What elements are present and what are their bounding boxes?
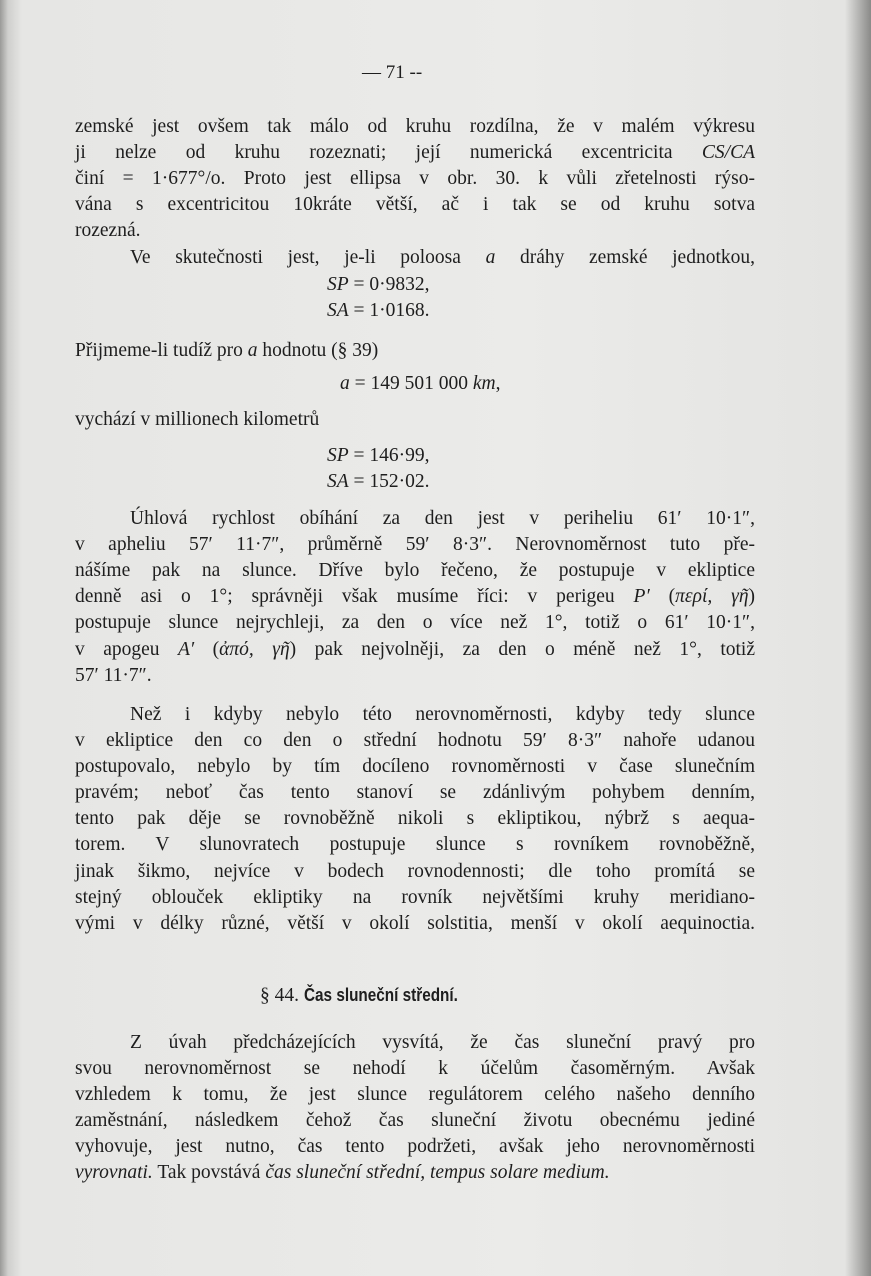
text-segment: svou nerovnoměrnost se nehodí k účelům časoměrným. Avšak (75, 1058, 755, 1079)
text-line (75, 611, 755, 635)
text-segment: a (247, 340, 258, 361)
text-segment: ji nelze od kruhu rozeznati; její numerická excentricita (75, 142, 702, 163)
text-segment: postupovalo, nebylo by tím docíleno rovnoměrnosti v čase slunečním (75, 756, 755, 777)
text-segment: Než i kdyby nebylo této nerovnoměrnosti, kdyby tedy slunce (130, 704, 755, 725)
section-heading (260, 983, 755, 1008)
text-segment: Tak povstává (152, 1162, 266, 1183)
text-line (75, 912, 755, 936)
text-line (75, 585, 755, 609)
text-line (75, 638, 755, 662)
text-line (75, 1135, 755, 1159)
text-segment: čas sluneční střední, tempus solare medium. (265, 1162, 610, 1183)
text-segment: § 44. (260, 985, 304, 1006)
text-segment: zemské jest ovšem tak málo od kruhu rozdílna, že v malém výkresu (75, 116, 755, 137)
text-line (75, 807, 755, 831)
text-segment: = 0·9832, (348, 274, 430, 295)
text-segment: περί, γῆ (675, 586, 749, 607)
text-line (130, 1031, 755, 1055)
text-segment: postupuje slunce nejrychleji, za den o více než 1°, totiž o 61′ 10·1″, (75, 612, 755, 633)
text-line (327, 470, 755, 494)
text-line (75, 860, 755, 884)
text-segment: CS/CA (701, 142, 755, 163)
text-segment: vána s excentricitou 10kráte větší, ač i tak se od kruhu sotva (75, 194, 755, 215)
text-segment: stejný oblouček ekliptiky na rovník největšími kruhy meridiano- (75, 887, 755, 908)
text-line (75, 193, 755, 217)
text-line (327, 444, 755, 468)
text-line (130, 246, 755, 270)
text-line (75, 755, 755, 779)
text-segment: vými v délky různé, větší v okolí solstitia, menší v okolí aequinoctia. (75, 913, 755, 934)
text-line (327, 299, 755, 323)
text-segment: torem. V slunovratech postupuje slunce s rovníkem rovnoběžně, (75, 834, 755, 855)
text-segment: v apogeu (75, 639, 179, 660)
text-segment: = 1·0168. (348, 300, 430, 321)
text-segment: = 149 501 000 (349, 373, 473, 394)
text-segment: dráhy zemské jednotkou, (495, 247, 755, 268)
page-number: — 71 -- (362, 62, 423, 83)
text-segment: rozezná. (75, 220, 141, 241)
text-segment: ) pak nejvolněji, za den o méně než 1°, totiž (289, 639, 755, 660)
text-segment: Z úvah předcházejících vysvítá, že čas sluneční pravý pro (130, 1032, 755, 1053)
text-line (75, 219, 755, 243)
text-segment: a (340, 373, 350, 394)
text-line (75, 167, 755, 191)
text-segment: 57′ 11·7″. (75, 665, 152, 686)
text-line (75, 781, 755, 805)
text-line (130, 507, 755, 531)
text-segment: Úhlová rychlost obíhání za den jest v periheliu 61′ 10·1″, (130, 508, 755, 529)
text-line (75, 1083, 755, 1107)
text-line (130, 703, 755, 727)
text-line (75, 833, 755, 857)
text-line (75, 408, 755, 432)
text-segment: ) (748, 586, 756, 607)
text-segment: ( (194, 639, 220, 660)
text-line (75, 1161, 755, 1185)
text-segment: vyhovuje, jest nutno, čas tento podržeti, avšak jeho nerovnoměrnosti (75, 1136, 755, 1157)
text-line (75, 1109, 755, 1133)
text-line (75, 339, 755, 363)
text-segment: vychází v millionech kilometrů (75, 409, 320, 430)
text-segment: , (495, 373, 501, 394)
text-line (75, 115, 755, 139)
text-segment: Přijmeme-li tudíž pro (75, 340, 248, 361)
text-segment: nášíme pak na slunce. Dříve bylo řečeno, že postupuje v ekliptice (75, 560, 755, 581)
text-segment: A′ (178, 639, 195, 660)
text-segment: hodnotu (§ 39) (257, 340, 379, 361)
text-segment: SP (327, 445, 349, 466)
text-segment: a (485, 247, 496, 268)
text-segment: tento pak děje se rovnoběžně nikoli s ekliptikou, nýbrž s aequa- (75, 808, 755, 829)
text-line (75, 559, 755, 583)
text-segment: ( (649, 586, 676, 607)
text-line (75, 1057, 755, 1081)
text-segment: = 152·02. (348, 471, 430, 492)
text-segment: km (472, 373, 496, 394)
text-segment: P′ (633, 586, 650, 607)
text-segment: vyrovnati. (75, 1162, 153, 1183)
text-segment: Ve skutečnosti jest, je-li poloosa (130, 247, 486, 268)
text-segment: v apheliu 57′ 11·7″, průměrně 59′ 8·3″. Nerovnoměrnost tuto pře- (75, 534, 755, 555)
text-segment: jinak šikmo, nejvíce v bodech rovnodennosti; dle toho promítá se (75, 861, 755, 882)
text-line (75, 141, 755, 165)
text-segment: činí = 1·677°/o. Proto jest ellipsa v obr. 30. k vůli zřetelnosti rýso- (75, 168, 755, 189)
text-line (75, 886, 755, 910)
text-segment: = 146·99, (348, 445, 430, 466)
text-segment: SP (327, 274, 349, 295)
text-segment: Čas sluneční střední. (303, 985, 458, 1005)
text-segment: vzhledem k tomu, že jest slunce regulátorem celého našeho denního (75, 1084, 755, 1105)
text-line (340, 372, 755, 396)
text-segment: denně asi o 1°; správněji však musíme říci: v perigeu (75, 586, 634, 607)
text-line (75, 664, 755, 688)
text-segment: v ekliptice den co den o střední hodnotu 59′ 8·3″ nahoře udanou (75, 730, 755, 751)
text-segment: SA (327, 300, 349, 321)
text-segment: zaměstnání, následkem čehož čas sluneční životu obecnému jediné (75, 1110, 755, 1131)
text-segment: ἀπό, γῆ (219, 639, 290, 660)
text-line (75, 533, 755, 557)
text-line (75, 729, 755, 753)
text-line (327, 273, 755, 297)
text-segment: pravém; neboť čas tento stanoví se zdánlivým pohybem denním, (75, 782, 755, 803)
text-segment: SA (327, 471, 349, 492)
